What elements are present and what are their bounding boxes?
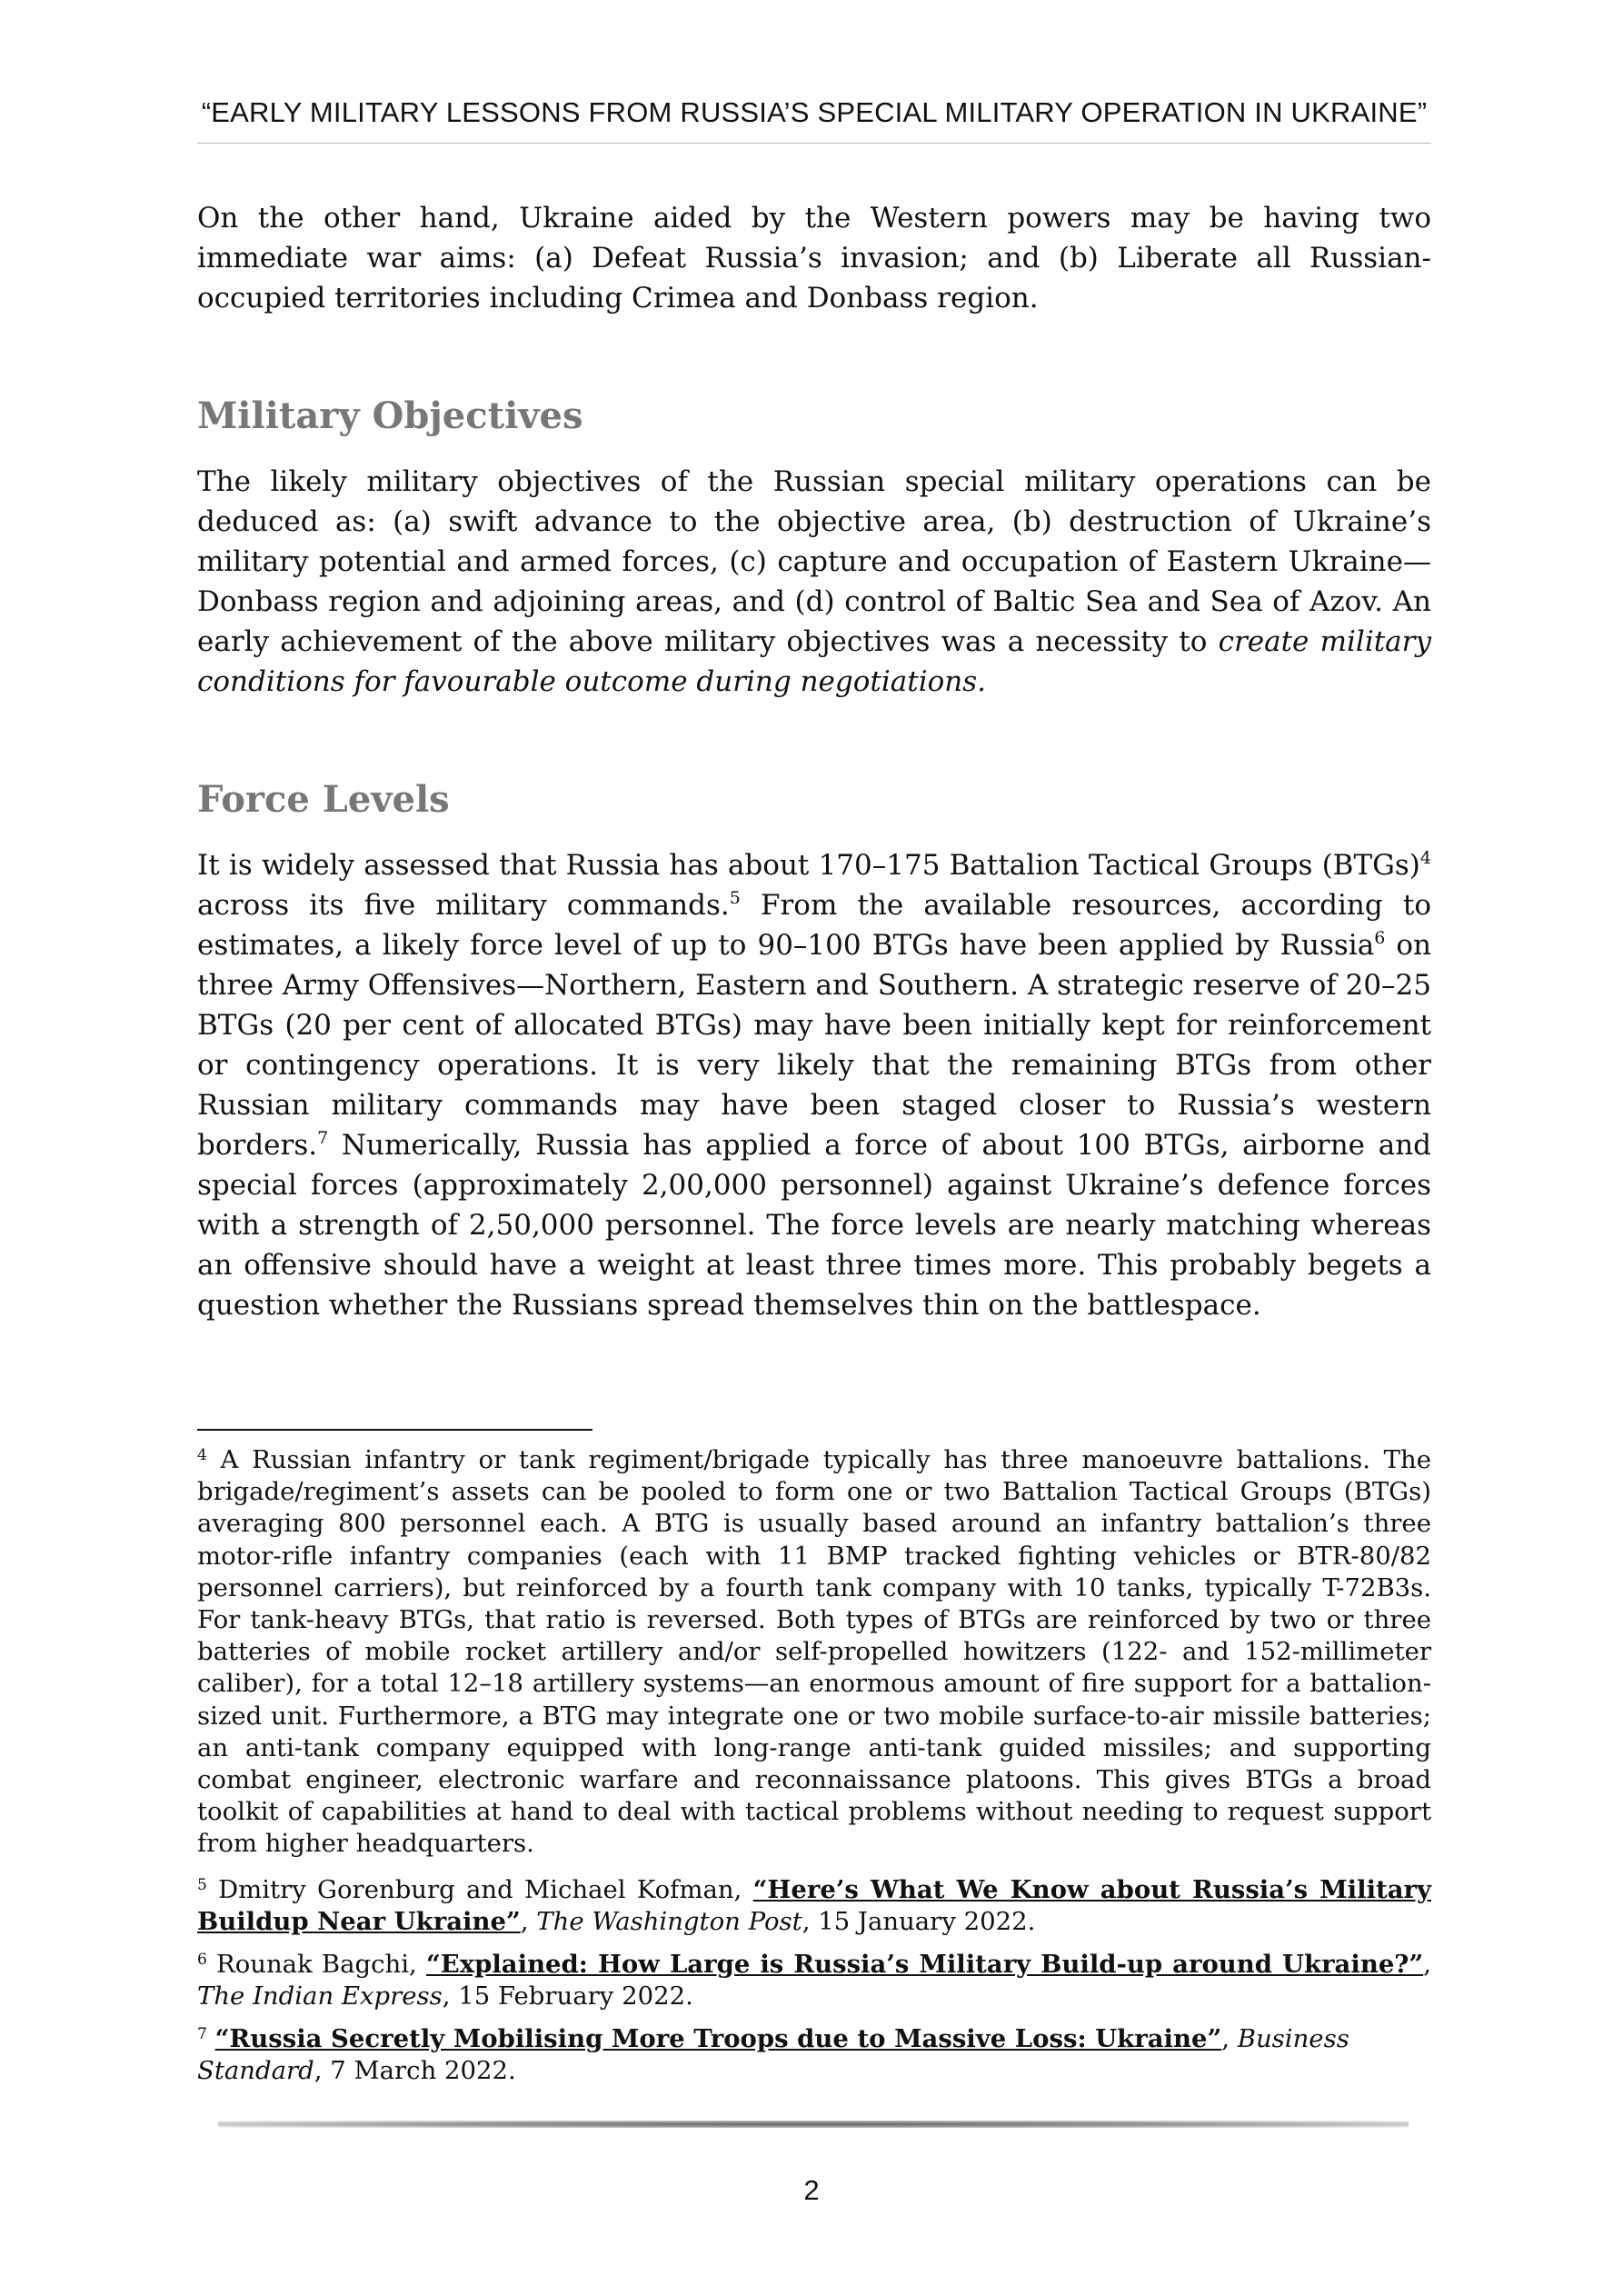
footnote-author: Rounak Bagchi, (206, 1950, 426, 1979)
footnote-6 (197, 1949, 1431, 2012)
intro-paragraph: On the other hand, Ukraine aided by the Western powers may be having two immediate war aims: (a) Defeat Russia’s invasion; and (b) Liberate all Russian-occupied territories including Crimea and Donbass region. (197, 202, 1431, 314)
footnote-ref-5[interactable]: 5 (729, 888, 741, 908)
page-number: 2 (803, 2174, 820, 2206)
force-levels-text-2: across its five military commands. (197, 889, 730, 922)
military-objectives-paragraph (197, 462, 1431, 702)
footer-divider (218, 2121, 1409, 2128)
military-objectives-text: The likely military objectives of the Russian special military operations can be deduced as: (a) swift advance to the objective area, (b) destruction of Ukraine’s military potential and armed forces, (c) capture and occupation of Eastern Ukraine—Donbass region and adjoining areas, and (d) control of Baltic Sea and Sea of Azov. An early achievement of the above military objectives was a necessity to (197, 465, 1431, 658)
footnote-author: Dmitry Gorenburg and Michael Kofman, (206, 1875, 753, 1904)
footnote-text: A Russian infantry or tank regiment/brigade typically has three manoeuvre battalions. The brigade/regiment’s assets can be pooled to form one or two Battalion Tactical Groups (BTGs) averaging 800 personnel each. A BTG is usually based around an infantry battalion’s three motor-rifle infantry companies (each with 11 BMP tracked fighting vehicles or BTR-80/82 personnel carriers), but reinforced by a fourth tank company with 10 tanks, typically T-72B3s. For tank-heavy BTGs, that ratio is reversed. Both types of BTGs are reinforced by two or three batteries of mobile rocket artillery and/or self-propelled howitzers (122- and 152-millimeter caliber), for a total 12–18 artillery systems—an enormous amount of fire support for a battalion-sized unit. Furthermore, a BTG may integrate one or two mobile surface-to-air missile batteries; an anti-tank company equipped with long-range anti-tank guided missiles; and supporting combat engineer, electronic warfare and reconnaissance platoons. This gives BTGs a broad toolkit of capabilities at hand to deal with tactical problems without needing to request support from higher headquarters. (197, 1445, 1431, 1859)
section-heading-military-objectives: Military Objectives (197, 394, 583, 437)
footnote-link[interactable]: “Here’s What We Know about Russia’s Military Buildup Near Ukraine” (197, 1875, 1432, 1937)
footnote-author (207, 2024, 215, 2053)
footnote-link[interactable]: “Russia Secretly Mobilising More Troops due to Massive Loss: Ukraine” (214, 2024, 1222, 2053)
footnote-date: , 15 January 2022. (802, 1907, 1036, 1937)
footnote-publication: Business Standard (197, 2024, 1349, 2086)
force-levels-paragraph (197, 845, 1431, 1325)
footnote-ref-4[interactable]: 4 (1419, 848, 1431, 868)
footnote-ref-6[interactable]: 6 (1374, 928, 1386, 948)
footnote-separator (197, 1429, 592, 1431)
footnote-date: , 15 February 2022. (442, 1982, 693, 2011)
footnote-ref-7[interactable]: 7 (317, 1128, 329, 1148)
header-divider (197, 143, 1431, 144)
footnote-5 (197, 1874, 1431, 1938)
military-objectives-italic-text: create military conditions for favourable outcome during negotiations. (197, 625, 1432, 698)
footnote-date: , 7 March 2022. (314, 2056, 516, 2086)
footnote-marker: 4 (197, 1446, 207, 1464)
footnote-link[interactable]: “Explained: How Large is Russia’s Military Build-up around Ukraine?” (425, 1950, 1424, 1979)
footnote-marker: 5 (197, 1876, 207, 1894)
footnote-separator-text: , (520, 1907, 537, 1937)
running-header-title: “EARLY MILITARY LESSONS FROM RUSSIA’S SPECIAL MILITARY OPERATION IN UKRAINE” (201, 96, 1428, 128)
force-levels-text-3: From the available resources, according to estimates, a likely force level of up to 90–100 BTGs have been applied by Russia (197, 889, 1431, 962)
footnote-publication: The Indian Express (197, 1982, 443, 2011)
footnote-7 (197, 2023, 1431, 2087)
footnote-marker: 7 (197, 2025, 207, 2043)
force-levels-text-5: Numerically, Russia has applied a force of about 100 BTGs, airborne and special forces (approximately 2,00,000 personnel) against Ukraine’s defence forces with a strength of 2,50,000 personnel. The force levels are nearly matching whereas an offensive should have a weight at least three times more. This probably begets a question whether the Russians spread themselves thin on the battlespace. (197, 1129, 1431, 1322)
section-heading-force-levels: Force Levels (197, 778, 450, 821)
footnote-4 (197, 1444, 1431, 1861)
footnote-separator-text: , (1221, 2024, 1238, 2053)
footnote-publication: The Washington Post (536, 1907, 802, 1937)
force-levels-text-4: on three Army Offensives—Northern, Eastern and Southern. A strategic reserve of 20–25 BTGs (20 per cent of allocated BTGs) may have been initially kept for reinforcement or contingency operations. It is very likely that the remaining BTGs from other Russian military commands may have been staged closer to Russia’s western borders. (197, 929, 1432, 1162)
footnote-separator-text: , (1423, 1950, 1431, 1979)
footnote-marker: 6 (197, 1951, 207, 1969)
force-levels-text-1: It is widely assessed that Russia has about 170–175 Battalion Tactical Groups (BTGs) (197, 849, 1420, 882)
